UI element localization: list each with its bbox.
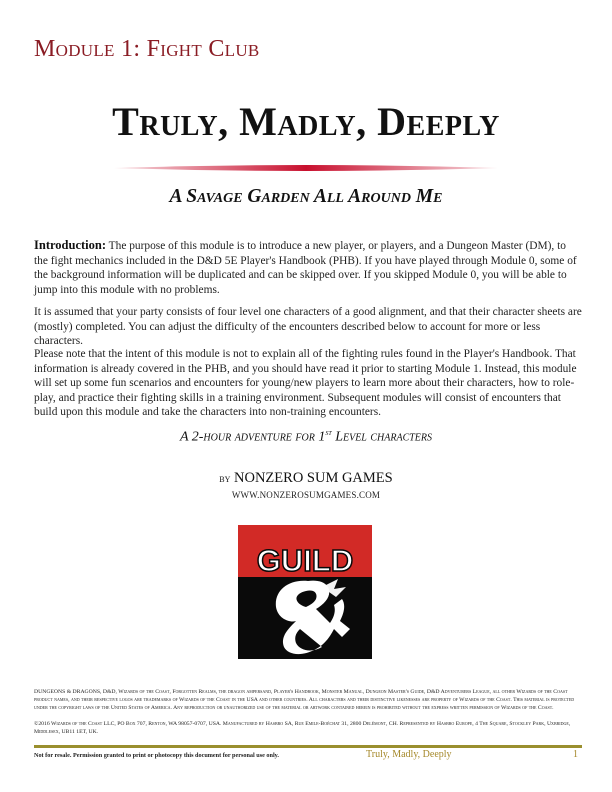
footer-notice: Not for resale. Permission granted to print or photocopy this document for personal use only. <box>34 752 279 759</box>
byline-by: by <box>219 471 231 485</box>
main-title: Truly, Madly, Deeply <box>112 99 500 144</box>
adventure-level-line <box>0 427 612 446</box>
logo-text: GUILD <box>256 543 354 578</box>
website-link[interactable]: WWW.NONZEROSUMGAMES.COM <box>231 490 381 500</box>
dd-guild-logo <box>238 525 372 659</box>
intro-colon: : <box>101 238 107 252</box>
legal-copyright-notice: ©2016 Wizards of the Coast LLC, PO Box 707, Renton, WA 98057-0707, USA. Manufactured by Hasbro SA, Rue Emile-Boéchat 31, 2800 Delémont, CH. Represented by Hasbro Europe, 4 The Square, Stockley Park, Uxbridge, Middlesex, UB11 1ET, UK. <box>34 721 571 735</box>
legal-trademark-notice: DUNGEONS & DRAGONS, D&D, Wizards of the Coast, Forgotten Realms, the dragon ampersand, Player's Handbook, Monster Manual, Dungeon Master's Guide, D&D Adventurers League, all other Wizards of the Coast product names, and their respective logos are trademarks of Wizards of the Coast in the USA and other countries. All characters and their distinctive likenesses are property of Wizards of the Coast. This material is protected under the copyright laws of the United States of America. Any reproduction or unauthorized use of the material or artwork contained herein is prohibited without the express written permission of Wizards of the Coast. <box>34 689 575 711</box>
byline <box>0 470 612 487</box>
intro-label: Introduction <box>34 238 102 252</box>
adventure-superscript: st <box>325 427 332 437</box>
intro-text: The purpose of this module is to introduce a new player, or players, and a Dungeon Master (DM), to the fight mechanics included in the D&D 5E Player's Handbook (PHB). If you have played through Module 0, some of the background information will be duplicated and can be skipped over. If you skipped Module 0, you will be able to jump into this module with no problems. <box>34 240 577 296</box>
title-divider-rule <box>114 163 498 173</box>
footer-rule <box>34 745 582 748</box>
intent-paragraph: Please note that the intent of this module is not to explain all of the fighting rules found in the Player's Handbook. That information is already covered in the PHB, and you should have read it prior to starting Module 1. Instead, this module will set up some fun scenarios and encounters for young/new players to learn more about their characters, how to role-play, and practice their fighting skills in a training environment. Subsequent modules will consist of encounters that build upon this module and take the characters into non-training encounters. <box>34 348 577 419</box>
footer-page-number: 1 <box>573 749 578 760</box>
intro-paragraph <box>34 238 582 297</box>
adventure-suffix: Level characters <box>331 429 433 445</box>
byline-author: NONZERO SUM GAMES <box>234 470 393 486</box>
adventure-prefix: A 2-hour adventure for 1 <box>179 429 326 445</box>
footer-document-title: Truly, Madly, Deeply <box>366 749 452 760</box>
module-title: Module 1: Fight Club <box>34 36 260 62</box>
subtitle: A Savage Garden All Around Me <box>169 186 443 207</box>
party-paragraph: It is assumed that your party consists of four level one characters of a good alignment, and that their character sheets are (mostly) completed. You can adjust the difficulty of the encounters described below to account for more or less characters. <box>34 306 582 348</box>
